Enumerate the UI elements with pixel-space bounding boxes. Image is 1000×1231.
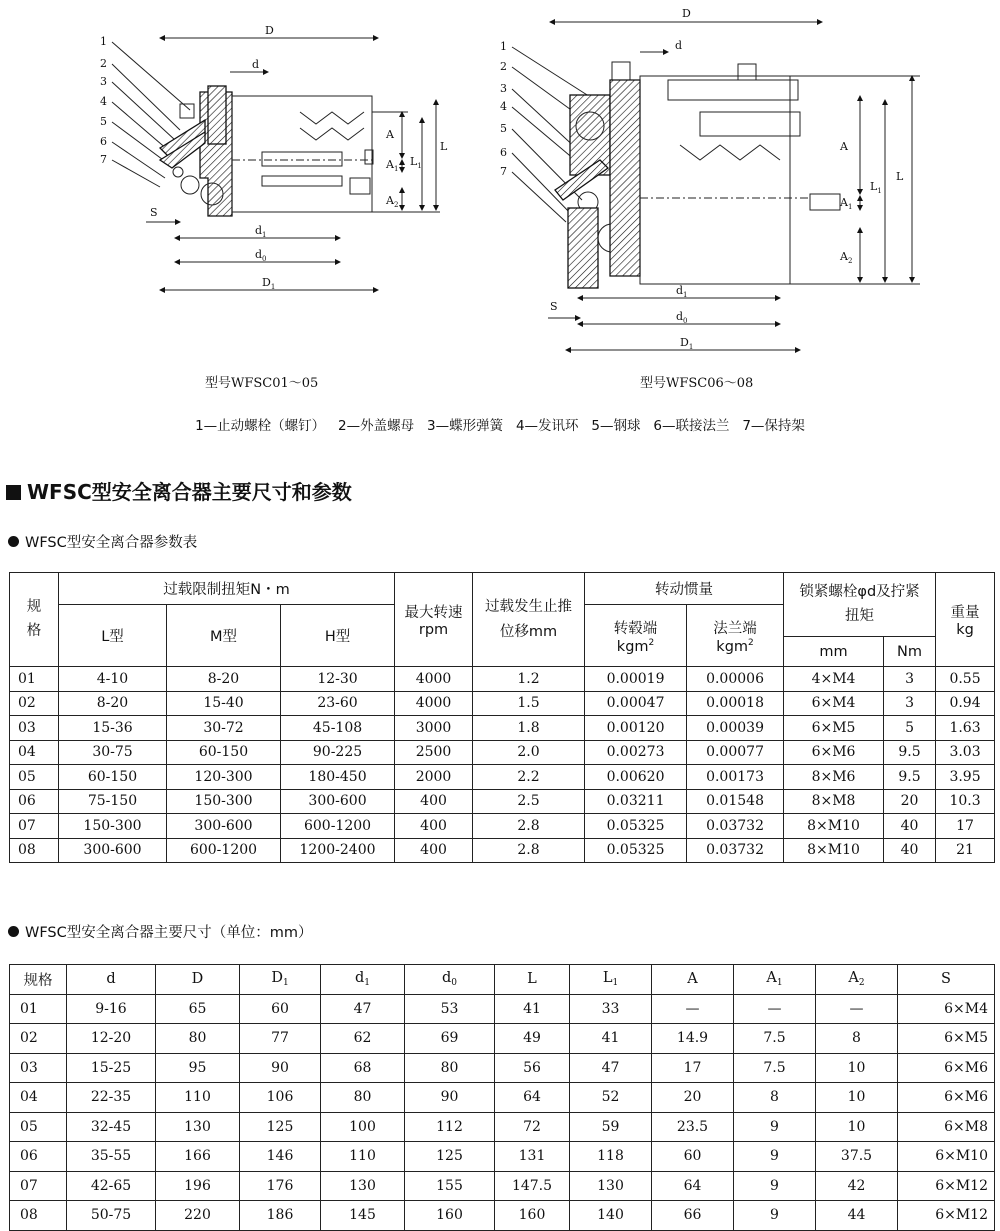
table-cell: 14.9 (652, 1024, 734, 1054)
table-cell: 03 (10, 716, 59, 741)
table-cell: 64 (652, 1171, 734, 1201)
right-clutch-body (555, 62, 840, 288)
table-cell: 160 (405, 1201, 495, 1231)
table-cell: 6×M6 (784, 740, 884, 765)
table-cell: 400 (395, 789, 473, 814)
hub-end-label: 转毂端 (613, 620, 658, 637)
table-cell: 6×M4 (898, 994, 995, 1024)
table-cell: 30-75 (59, 740, 167, 765)
table-cell: 150-300 (167, 789, 281, 814)
table-cell: 17 (936, 814, 995, 839)
bullet-dot-icon (8, 536, 19, 547)
table-cell: 100 (321, 1112, 405, 1142)
section-title: WFSC型安全离合器主要尺寸和参数 (27, 480, 352, 504)
table-cell: 08 (10, 838, 59, 863)
table-cell: 64 (495, 1083, 570, 1113)
table-cell: 0.00273 (585, 740, 687, 765)
table-cell: 8-20 (59, 691, 167, 716)
table-cell: 3000 (395, 716, 473, 741)
left-callout-7: 7 (100, 153, 107, 166)
params-table (9, 572, 995, 863)
technical-drawings (0, 0, 1000, 400)
left-callout-2: 2 (100, 57, 107, 70)
table-cell: 0.94 (936, 691, 995, 716)
table-cell: 9.5 (884, 740, 936, 765)
left-dim-D: D (265, 24, 274, 37)
table-cell: 125 (240, 1112, 321, 1142)
dims-table-title: WFSC型安全离合器主要尺寸（单位：mm） (25, 925, 313, 941)
table-cell: 145 (321, 1201, 405, 1231)
params-header-bolt-mm: mm (784, 637, 884, 667)
params-table-title: WFSC型安全离合器参数表 (25, 535, 198, 551)
table-cell: 7.5 (734, 1053, 816, 1083)
right-dimensions (548, 7, 920, 351)
table-cell: 32-45 (67, 1112, 156, 1142)
table-cell: 600-1200 (281, 814, 395, 839)
dims-header-cell: D (156, 965, 240, 995)
table-cell: 47 (570, 1053, 652, 1083)
right-dim-A: A (840, 140, 848, 153)
table-cell: 9 (734, 1201, 816, 1231)
table-cell: 6×M10 (898, 1142, 995, 1172)
table-cell: 60-150 (167, 740, 281, 765)
weight-label: 重量 (950, 605, 980, 621)
table-cell: 41 (570, 1024, 652, 1054)
table-cell: 1200-2400 (281, 838, 395, 863)
table-cell: 9-16 (67, 994, 156, 1024)
left-dim-d1: $d_1$ (255, 224, 267, 239)
table-cell: 95 (156, 1053, 240, 1083)
params-header-max-speed (395, 573, 473, 667)
table-cell: 6×M5 (784, 716, 884, 741)
table-cell: 0.05325 (585, 814, 687, 839)
table-cell: 155 (405, 1171, 495, 1201)
right-dim-D: D (682, 7, 691, 20)
left-drawing-caption: 型号WFSC01～05 (205, 376, 319, 391)
table-cell: 56 (495, 1053, 570, 1083)
table-cell: 01 (10, 667, 59, 692)
dims-header-cell: $A_1$ (734, 965, 816, 995)
left-dim-L1: $L_1$ (410, 155, 422, 170)
table-cell: 6×M12 (898, 1171, 995, 1201)
table-cell: 7.5 (734, 1024, 816, 1054)
left-clutch-body (160, 86, 373, 216)
table-cell: 600-1200 (167, 838, 281, 863)
table-cell: 0.03732 (687, 838, 784, 863)
table-cell: 8×M8 (784, 789, 884, 814)
table-cell: 80 (156, 1024, 240, 1054)
left-dim-D1: $D_1$ (262, 276, 276, 291)
right-callout-4: 4 (500, 100, 507, 113)
table-cell: 147.5 (495, 1171, 570, 1201)
dims-header-cell: A (652, 965, 734, 995)
table-cell: 130 (321, 1171, 405, 1201)
table-cell: 3 (884, 691, 936, 716)
table-cell: 23-60 (281, 691, 395, 716)
table-cell: 07 (10, 1171, 67, 1201)
table-cell: 60 (240, 994, 321, 1024)
table-cell: 0.00006 (687, 667, 784, 692)
table-cell: 0.05325 (585, 838, 687, 863)
table-cell: 23.5 (652, 1112, 734, 1142)
table-cell: 03 (10, 1053, 67, 1083)
table-cell: 300-600 (281, 789, 395, 814)
params-header-bolt-nm: Nm (884, 637, 936, 667)
table-cell: 6×M8 (898, 1112, 995, 1142)
left-callout-5: 5 (100, 115, 107, 128)
right-dim-d: d (675, 39, 683, 52)
table-cell: 44 (816, 1201, 898, 1231)
table-cell: 0.03732 (687, 814, 784, 839)
table-cell: 69 (405, 1024, 495, 1054)
table-cell: 110 (321, 1142, 405, 1172)
table-cell: 05 (10, 765, 59, 790)
table-cell: 166 (156, 1142, 240, 1172)
table-row (10, 691, 995, 716)
table-row (10, 814, 995, 839)
section-heading (6, 476, 352, 505)
table-cell: 0.00077 (687, 740, 784, 765)
table-cell: 68 (321, 1053, 405, 1083)
table-cell: 4-10 (59, 667, 167, 692)
table-cell: 02 (10, 691, 59, 716)
table-cell: 9 (734, 1142, 816, 1172)
table-cell: 30-72 (167, 716, 281, 741)
table-cell: 53 (405, 994, 495, 1024)
params-header-m-type: M型 (167, 605, 281, 667)
table-cell: 22-35 (67, 1083, 156, 1113)
table-cell: 110 (156, 1083, 240, 1113)
drawing-wfsc01-05 (100, 24, 448, 291)
table-cell: 12-20 (67, 1024, 156, 1054)
table-cell: 04 (10, 740, 59, 765)
table-cell: 17 (652, 1053, 734, 1083)
table-cell: 10 (816, 1112, 898, 1142)
table-cell: 60 (652, 1142, 734, 1172)
dims-header-cell: d (67, 965, 156, 995)
left-callout-6: 6 (100, 135, 107, 148)
table-cell: 196 (156, 1171, 240, 1201)
table-cell: 2500 (395, 740, 473, 765)
right-dim-A2: $A_2$ (840, 250, 853, 265)
right-dim-S: S (550, 300, 558, 313)
table-cell: 80 (321, 1083, 405, 1113)
table-row (10, 1201, 995, 1231)
table-cell: 8×M6 (784, 765, 884, 790)
right-dim-L: L (896, 170, 904, 183)
table-cell: 300-600 (59, 838, 167, 863)
dims-table (9, 964, 995, 1231)
table-row (10, 740, 995, 765)
dims-header-cell: $A_2$ (816, 965, 898, 995)
left-dim-A1: $A_1$ (386, 158, 399, 173)
table-cell: 8 (734, 1083, 816, 1113)
left-dim-d: d (252, 58, 260, 71)
flange-end-label: 法兰端 (713, 620, 757, 637)
dims-table-heading (8, 921, 313, 942)
table-cell: 0.55 (936, 667, 995, 692)
table-cell: 118 (570, 1142, 652, 1172)
table-cell: 8×M10 (784, 814, 884, 839)
table-cell: 8 (816, 1024, 898, 1054)
kg-unit: kg (956, 622, 974, 638)
table-cell: 05 (10, 1112, 67, 1142)
table-row (10, 1112, 995, 1142)
left-dim-d0: $d_0$ (255, 248, 267, 263)
table-cell: 300-600 (167, 814, 281, 839)
table-cell: 1.63 (936, 716, 995, 741)
table-cell: 41 (495, 994, 570, 1024)
table-cell: 35-55 (67, 1142, 156, 1172)
table-cell: 0.00120 (585, 716, 687, 741)
right-callout-2: 2 (500, 60, 507, 73)
table-cell: 0.00173 (687, 765, 784, 790)
table-cell: 8-20 (167, 667, 281, 692)
dims-table-body (10, 994, 995, 1230)
table-cell: 01 (10, 994, 67, 1024)
right-drawing-caption: 型号WFSC06～08 (640, 376, 754, 391)
table-cell: 08 (10, 1201, 67, 1231)
table-cell: 1.5 (473, 691, 585, 716)
left-callout-3: 3 (100, 75, 107, 88)
params-header-displacement: 过载发生止推位移mm (473, 573, 585, 667)
left-dim-L: L (440, 140, 448, 153)
dims-header-cell: $D_1$ (240, 965, 321, 995)
table-cell: 90 (405, 1083, 495, 1113)
square-bullet-icon (6, 485, 21, 500)
table-cell: 07 (10, 814, 59, 839)
table-cell: 33 (570, 994, 652, 1024)
table-cell: 140 (570, 1201, 652, 1231)
table-cell: 112 (405, 1112, 495, 1142)
table-cell: 2000 (395, 765, 473, 790)
dims-header-cell: S (898, 965, 995, 995)
table-cell: 4×M4 (784, 667, 884, 692)
left-dimensions (146, 24, 448, 291)
table-cell: 60-150 (59, 765, 167, 790)
table-cell: — (652, 994, 734, 1024)
table-cell: 0.01548 (687, 789, 784, 814)
parts-legend: 1—止动螺栓（螺钉） 2—外盖螺母 3—蝶形弹簧 4—发讯环 5—钢球 6—联接法兰 7—保持架 (195, 418, 805, 434)
table-cell: 49 (495, 1024, 570, 1054)
table-cell: 2.8 (473, 814, 585, 839)
table-cell: 66 (652, 1201, 734, 1231)
right-callout-6: 6 (500, 146, 507, 159)
dims-header-cell: 规格 (10, 965, 67, 995)
table-cell: 75-150 (59, 789, 167, 814)
left-callout-1: 1 (100, 35, 107, 48)
table-cell: 0.03211 (585, 789, 687, 814)
right-dim-D1: $D_1$ (680, 336, 694, 351)
table-cell: 9.5 (884, 765, 936, 790)
right-dim-L1: $L_1$ (870, 180, 882, 195)
table-row (10, 838, 995, 863)
params-header-bolt: 锁紧螺栓φd及拧紧扭矩 (784, 573, 936, 637)
table-cell: 186 (240, 1201, 321, 1231)
table-cell: 06 (10, 1142, 67, 1172)
params-header-weight (936, 573, 995, 667)
table-cell: 10.3 (936, 789, 995, 814)
right-dim-A1: $A_1$ (840, 196, 853, 211)
table-cell: 15-40 (167, 691, 281, 716)
table-cell: 3 (884, 667, 936, 692)
table-cell: 9 (734, 1171, 816, 1201)
table-cell: 12-30 (281, 667, 395, 692)
table-cell: 10 (816, 1083, 898, 1113)
table-cell: 8×M10 (784, 838, 884, 863)
dims-header-cell: L (495, 965, 570, 995)
table-cell: 15-36 (59, 716, 167, 741)
params-header-hub-end: 转毂端 kgm$^2$ (585, 605, 687, 667)
table-cell: 65 (156, 994, 240, 1024)
table-cell: 02 (10, 1024, 67, 1054)
right-callout-5: 5 (500, 122, 507, 135)
table-cell: 77 (240, 1024, 321, 1054)
table-cell: 220 (156, 1201, 240, 1231)
table-cell: 130 (156, 1112, 240, 1142)
table-cell: 37.5 (816, 1142, 898, 1172)
table-cell: 6×M6 (898, 1053, 995, 1083)
table-cell: 125 (405, 1142, 495, 1172)
table-cell: 15-25 (67, 1053, 156, 1083)
params-header-torque: 过载限制扭矩N・m (59, 573, 395, 605)
table-cell: 10 (816, 1053, 898, 1083)
left-callout-4: 4 (100, 95, 107, 108)
right-callout-3: 3 (500, 82, 507, 95)
params-header-h-type: H型 (281, 605, 395, 667)
dims-header-cell: $d_0$ (405, 965, 495, 995)
table-cell: 9 (734, 1112, 816, 1142)
table-cell: 3.03 (936, 740, 995, 765)
table-cell: 6×M5 (898, 1024, 995, 1054)
table-cell: 1.2 (473, 667, 585, 692)
params-header-spec: 规格 (10, 573, 59, 667)
flange-end-unit: kgm (716, 638, 749, 655)
left-dim-A: A (386, 128, 394, 141)
table-row (10, 1083, 995, 1113)
table-cell: 0.00018 (687, 691, 784, 716)
table-cell: 2.2 (473, 765, 585, 790)
params-header-l-type: L型 (59, 605, 167, 667)
table-cell: 50-75 (67, 1201, 156, 1231)
dims-header-cell: $d_1$ (321, 965, 405, 995)
max-speed-label: 最大转速 (404, 605, 463, 621)
table-cell: 80 (405, 1053, 495, 1083)
bullet-dot-icon (8, 926, 19, 937)
hub-end-unit: kgm (616, 638, 649, 655)
table-cell: 2.8 (473, 838, 585, 863)
table-cell: 0.00620 (585, 765, 687, 790)
params-header-flange-end: 法兰端 kgm$^2$ (687, 605, 784, 667)
table-cell: 0.00039 (687, 716, 784, 741)
table-row (10, 667, 995, 692)
table-cell: 20 (652, 1083, 734, 1113)
table-cell: 150-300 (59, 814, 167, 839)
table-cell: 6×M4 (784, 691, 884, 716)
table-cell: 130 (570, 1171, 652, 1201)
table-cell: 59 (570, 1112, 652, 1142)
table-cell: 400 (395, 814, 473, 839)
rpm-unit: rpm (418, 622, 449, 638)
table-cell: 47 (321, 994, 405, 1024)
table-cell: — (816, 994, 898, 1024)
table-row (10, 765, 995, 790)
drawing-wfsc06-08 (500, 7, 920, 351)
table-cell: 45-108 (281, 716, 395, 741)
table-cell: — (734, 994, 816, 1024)
right-dim-d1: $d_1$ (676, 284, 688, 299)
dims-header-cell: $L_1$ (570, 965, 652, 995)
table-cell: 160 (495, 1201, 570, 1231)
table-cell: 42-65 (67, 1171, 156, 1201)
table-cell: 21 (936, 838, 995, 863)
table-cell: 42 (816, 1171, 898, 1201)
table-cell: 90 (240, 1053, 321, 1083)
table-cell: 0.00019 (585, 667, 687, 692)
table-cell: 90-225 (281, 740, 395, 765)
table-cell: 06 (10, 789, 59, 814)
table-cell: 4000 (395, 691, 473, 716)
table-cell: 180-450 (281, 765, 395, 790)
params-table-heading (8, 531, 197, 552)
table-cell: 5 (884, 716, 936, 741)
table-cell: 40 (884, 838, 936, 863)
table-row (10, 716, 995, 741)
table-cell: 72 (495, 1112, 570, 1142)
params-header-inertia: 转动惯量 (585, 573, 784, 605)
params-table-body (10, 667, 995, 863)
table-cell: 52 (570, 1083, 652, 1113)
table-cell: 106 (240, 1083, 321, 1113)
table-cell: 6×M6 (898, 1083, 995, 1113)
right-callout-7: 7 (500, 165, 507, 178)
table-cell: 120-300 (167, 765, 281, 790)
table-cell: 62 (321, 1024, 405, 1054)
table-row (10, 1171, 995, 1201)
dims-header-row (10, 965, 995, 995)
right-callout-1: 1 (500, 40, 507, 53)
table-cell: 0.00047 (585, 691, 687, 716)
table-row (10, 1142, 995, 1172)
left-dim-S: S (150, 206, 158, 219)
table-cell: 6×M12 (898, 1201, 995, 1231)
table-cell: 20 (884, 789, 936, 814)
table-cell: 1.8 (473, 716, 585, 741)
left-dim-A2: $A_2$ (386, 194, 399, 209)
table-cell: 2.0 (473, 740, 585, 765)
right-dim-d0: $d_0$ (676, 310, 688, 325)
table-cell: 2.5 (473, 789, 585, 814)
table-row (10, 789, 995, 814)
table-cell: 400 (395, 838, 473, 863)
table-row (10, 1053, 995, 1083)
table-cell: 4000 (395, 667, 473, 692)
table-cell: 3.95 (936, 765, 995, 790)
table-cell: 131 (495, 1142, 570, 1172)
table-cell: 04 (10, 1083, 67, 1113)
table-row (10, 994, 995, 1024)
table-cell: 176 (240, 1171, 321, 1201)
table-cell: 40 (884, 814, 936, 839)
table-row (10, 1024, 995, 1054)
table-cell: 146 (240, 1142, 321, 1172)
